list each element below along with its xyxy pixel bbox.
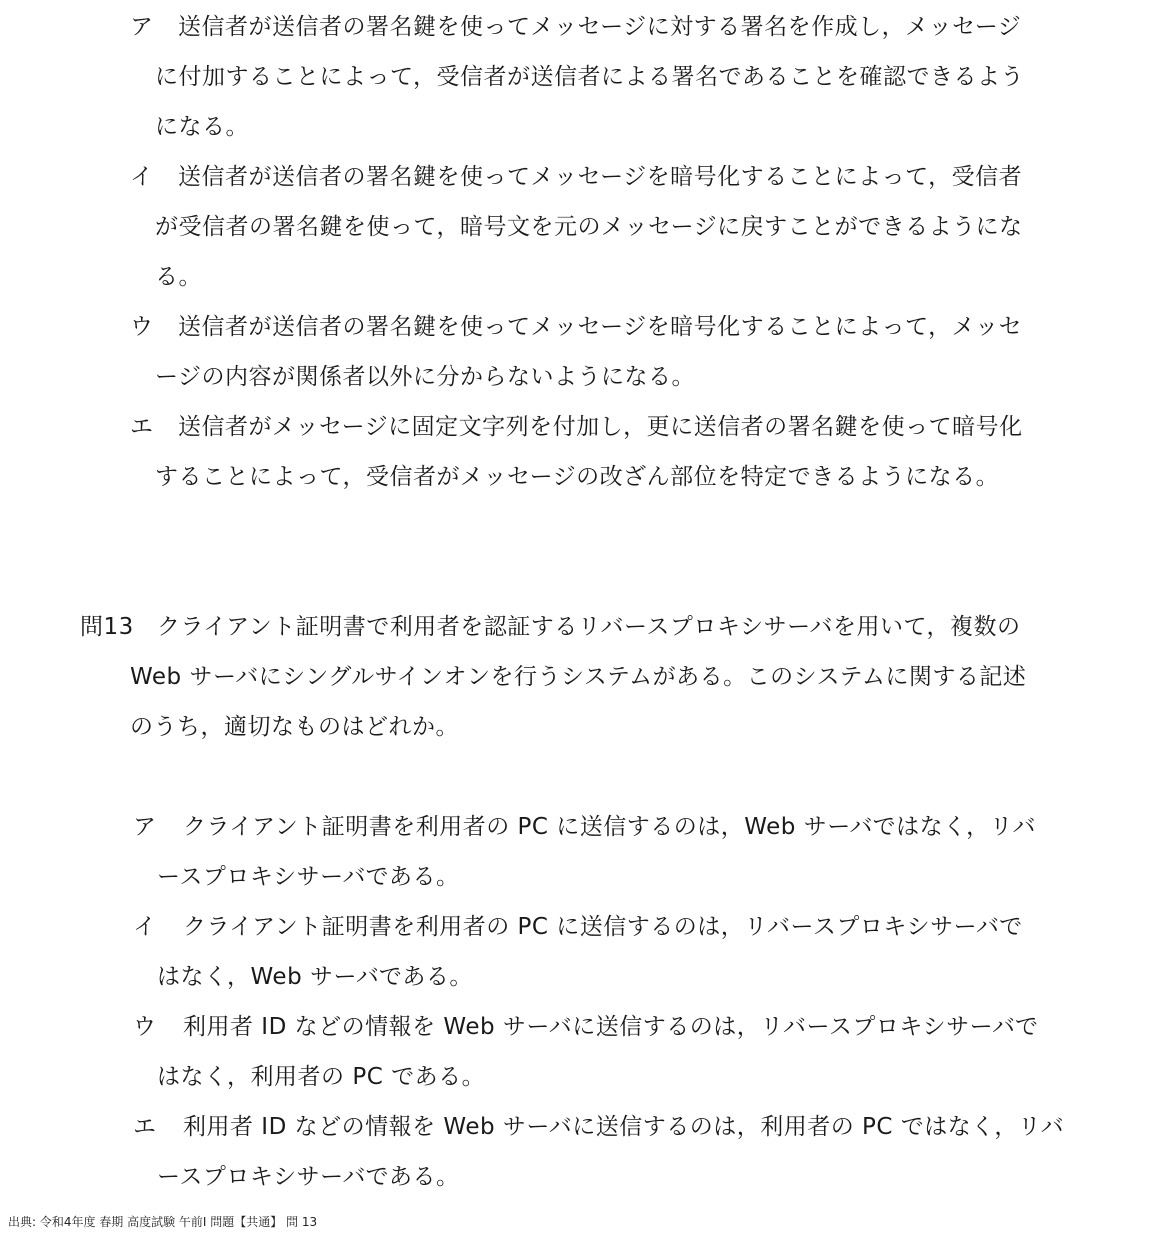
choice-e-line-1: 利用者 ID などの情報を Web サーバに送信するのは，利用者の PC ではなく，リバ (183, 1114, 1065, 1140)
prev-choice-i-line-1: 送信者が送信者の署名鍵を使ってメッセージを暗号化することによって，受信者 (178, 164, 1023, 190)
choice-e-mark: エ (133, 1114, 157, 1140)
prev-choice-a-mark: ア (130, 14, 154, 40)
choice-u-mark: ウ (133, 1014, 157, 1040)
choice-i-line-2: はなく，Web サーバである。 (157, 964, 473, 990)
choice-u-line-2: はなく，利用者の PC である。 (157, 1064, 486, 1090)
choice-i-line-1: クライアント証明書を利用者の PC に送信するのは，リバースプロキシサーバで (183, 914, 1023, 940)
choice-a-line-1: クライアント証明書を利用者の PC に送信するのは，Web サーバではなく，リバ (183, 814, 1036, 840)
question-line-2: Web サーバにシングルサインオンを行うシステムがある。このシステムに関する記述 (130, 664, 1027, 690)
choice-e-line-2: ースプロキシサーバである。 (157, 1164, 460, 1190)
prev-choice-e-mark: エ (130, 414, 154, 440)
prev-choice-u-line-1: 送信者が送信者の署名鍵を使ってメッセージを暗号化することによって，メッセ (178, 314, 1023, 340)
prev-choice-a-line-3: になる。 (155, 114, 249, 140)
question-line-3: のうち，適切なものはどれか。 (130, 714, 459, 740)
choice-a-line-2: ースプロキシサーバである。 (157, 864, 460, 890)
prev-choice-i-line-3: る。 (155, 264, 202, 290)
choice-a-mark: ア (133, 814, 157, 840)
choice-i-mark: イ (133, 914, 157, 940)
prev-choice-i-line-2: が受信者の署名鍵を使って，暗号文を元のメッセージに戻すことができるようにな (155, 214, 1023, 240)
choice-u-line-1: 利用者 ID などの情報を Web サーバに送信するのは，リバースプロキシサーバで (183, 1014, 1039, 1040)
prev-choice-e-line-2: することによって，受信者がメッセージの改ざん部位を特定できるようになる。 (155, 464, 1000, 490)
prev-choice-e-line-1: 送信者がメッセージに固定文字列を付加し，更に送信者の署名鍵を使って暗号化 (178, 414, 1023, 440)
prev-choice-u-mark: ウ (130, 314, 154, 340)
question-number: 問13 (80, 614, 134, 640)
prev-choice-i-mark: イ (130, 164, 154, 190)
prev-choice-a-line-1: 送信者が送信者の署名鍵を使ってメッセージに対する署名を作成し，メッセージ (178, 14, 1022, 40)
prev-choice-a-line-2: に付加することによって，受信者が送信者による署名であることを確認できるよう (155, 64, 1025, 90)
source-caption: 出典: 令和4年度 春期 高度試験 午前I 問題【共通】 問 13 (8, 1215, 318, 1229)
question-line-1: クライアント証明書で利用者を認証するリバースプロキシサーバを用いて，複数の (157, 614, 1021, 640)
prev-choice-u-line-2: ージの内容が関係者以外に分からないようになる。 (155, 364, 696, 390)
